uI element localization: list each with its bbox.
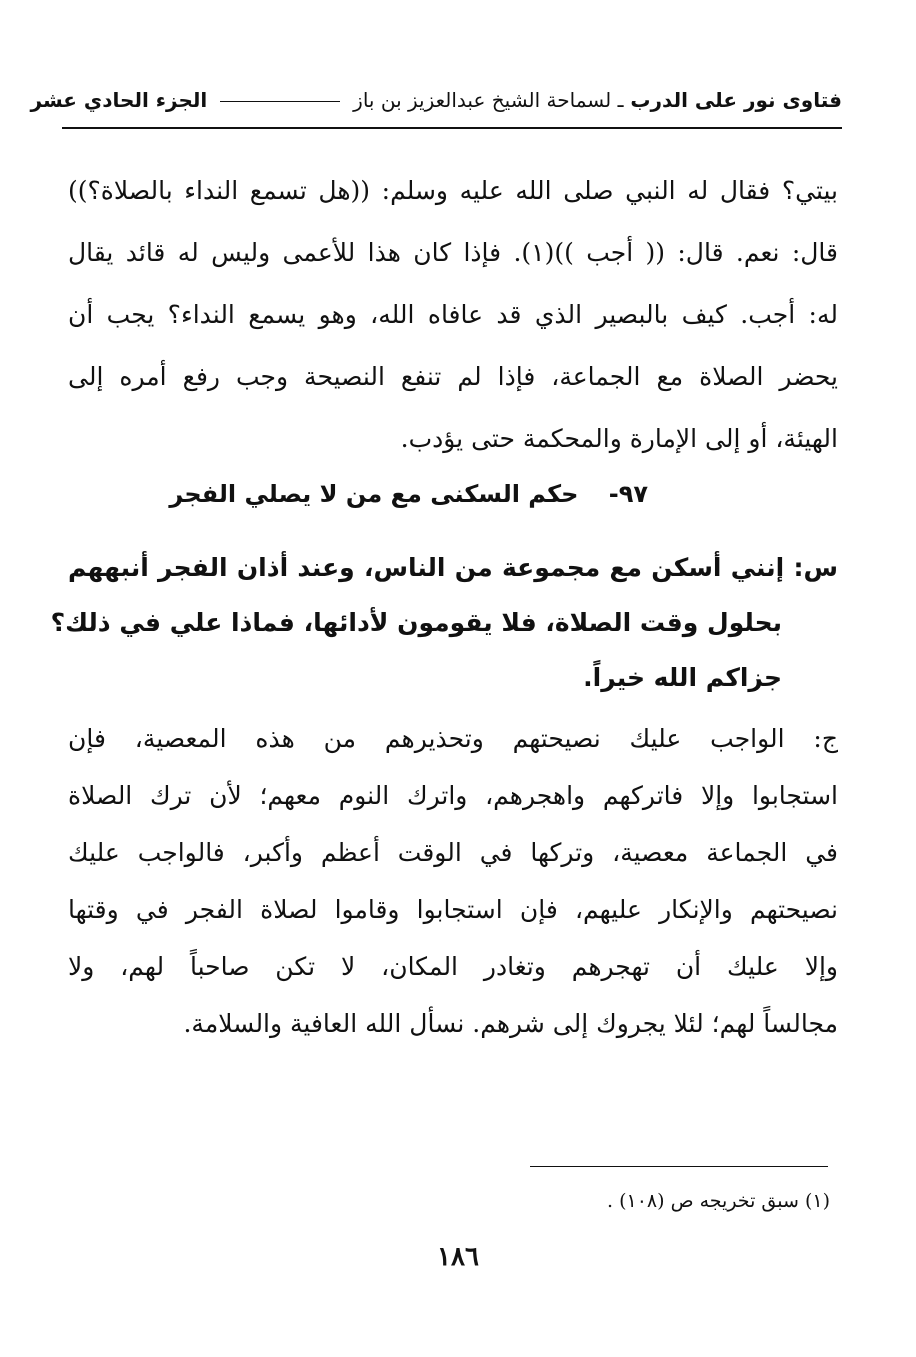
answer-line: مجالساً لهم؛ لئلا يجروك إلى شرهم. نسأل الله العافية والسلامة.: [183, 1009, 838, 1038]
footnote-separator: [530, 1166, 828, 1167]
section-heading: [68, 480, 648, 508]
text-line: بيتي؟ فقال له النبي صلى الله عليه وسلم: ((هل تسمع النداء بالصلاة؟)): [68, 176, 838, 205]
answer-line: وإلا عليك أن تهجرهم وتغادر المكان، لا تكن صاحباً لهم، ولا: [68, 952, 838, 981]
answer-line: في الجماعة معصية، وتركها في الوقت أعظم وأكبر، فالواجب عليك: [68, 838, 838, 867]
author-name: لسماحة الشيخ عبدالعزيز بن باز: [353, 88, 612, 112]
page-number: ١٨٦: [437, 1242, 479, 1272]
answer-line: استجابوا وإلا فاتركهم واهجرهم، واترك النوم معهم؛ لأن ترك الصلاة: [68, 781, 838, 810]
question-line: جزاكم الله خيراً.: [583, 663, 782, 692]
question-line: س: إنني أسكن مع مجموعة من الناس، وعند أذان الفجر أنبههم: [68, 553, 838, 582]
text-line: قال: نعم. قال: (( أجب ))(١). فإذا كان هذا للأعمى وليس له قائد يقال: [68, 238, 838, 267]
answer-line: نصيحتهم والإنكار عليهم، فإن استجابوا وقاموا لصلاة الفجر في وقتها: [68, 895, 838, 924]
volume-label: الجزء الحادي عشر: [30, 88, 208, 112]
answer-block: [68, 710, 838, 1052]
text-line: له: أجب. كيف بالبصير الذي قد عافاه الله، وهو يسمع النداء؟ يجب أن: [68, 300, 838, 329]
answer-line: ج: الواجب عليك نصيحتهم وتحذيرهم من هذه المعصية، فإن: [68, 724, 838, 753]
book-title: فتاوى نور على الدرب: [630, 88, 842, 112]
section-number: ٩٧-: [608, 480, 648, 508]
header-rule: [62, 127, 842, 129]
question-line: بحلول وقت الصلاة، فلا يقومون لأدائها، فماذا علي في ذلك؟: [50, 608, 782, 637]
text-line: يحضر الصلاة مع الجماعة، فإذا لم تنفع النصيحة وجب رفع أمره إلى: [68, 362, 838, 391]
text-line: الهيئة، أو إلى الإمارة والمحكمة حتى يؤدب.: [400, 424, 838, 453]
footnote: (١) سبق تخريجه ص (١٠٨) .: [607, 1190, 830, 1212]
header-dash: [220, 101, 340, 102]
continued-paragraph: [68, 160, 838, 470]
running-header: فتاوى نور على الدرب ـ لسماحة الشيخ عبدالعزيز بن باز الجزء الحادي عشر: [30, 88, 842, 112]
question-block: [50, 540, 838, 705]
section-title: حكم السكنى مع من لا يصلي الفجر: [169, 480, 579, 508]
